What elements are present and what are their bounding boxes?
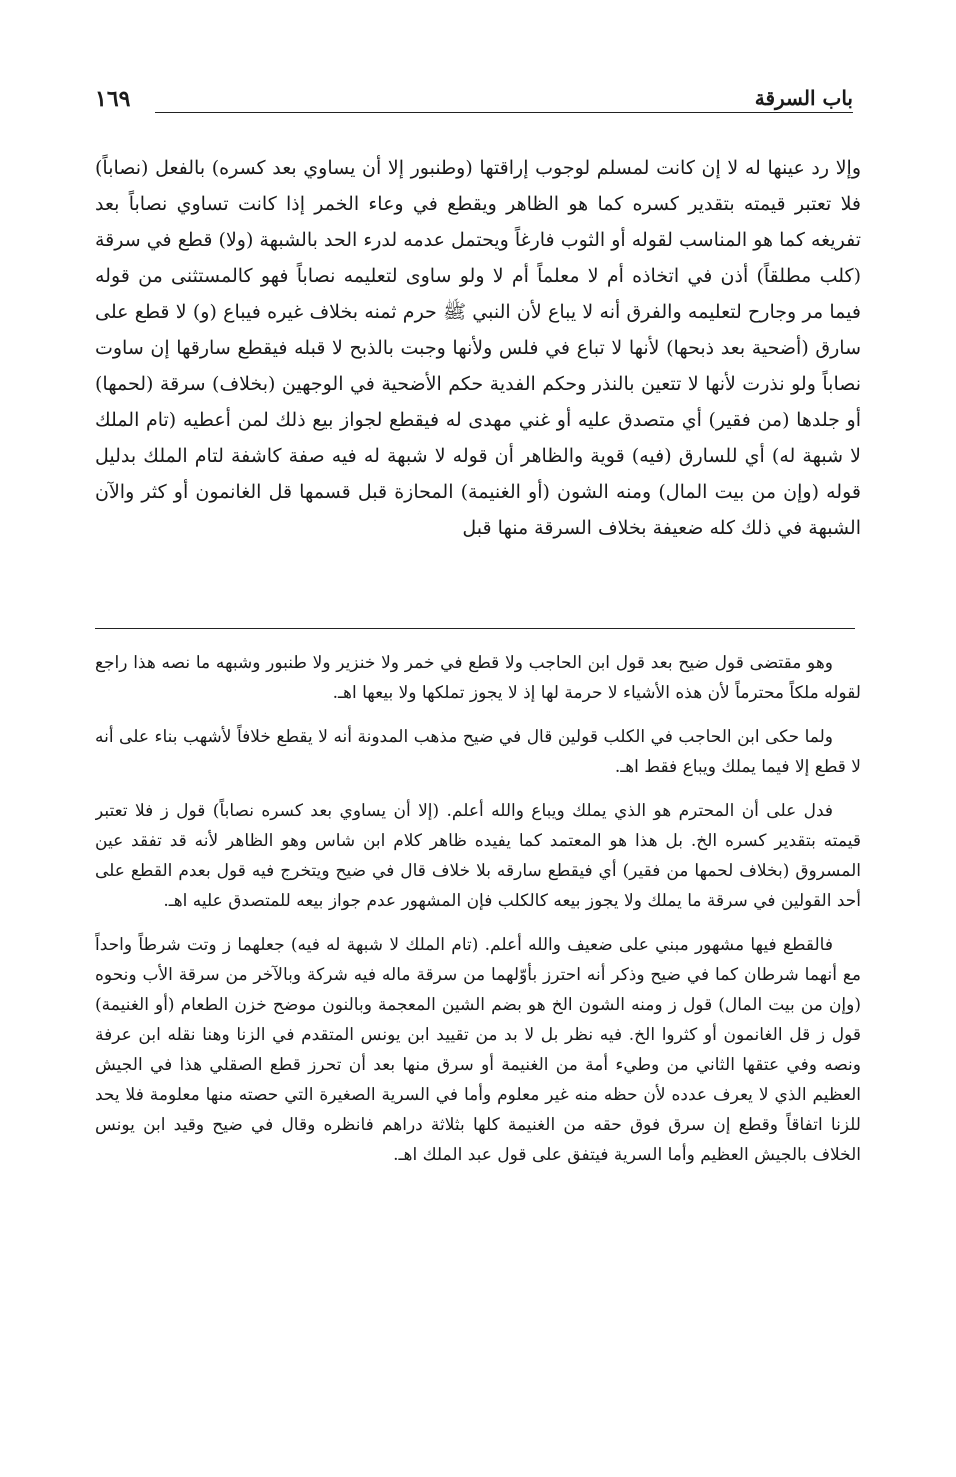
header-rule — [155, 112, 853, 113]
footnote-paragraph: فدل على أن المحترم هو الذي يملك ويباع والله أعلم. (إلا أن يساوي بعد كسره نصاباً) قول ز فلا تعتبر قيمته بتقدير كسره الخ. بل هذا هو المعتمد كما يفيده ظاهر كلام ابن شاس وهو الظاهر لأنه قد تفقد عين المسروق (بخلاف لحمها من فقير) أي فيقطع سارقه بلا خلاف قال في ضيح ويتخرج فيه قول بعدم القطع على أحد القولين في سرقة ما يملك ولا يجوز بيعه كالكلب فإن المشهور عدم جواز بيعه للمتصدق عليه اهـ. — [95, 801, 861, 911]
page-number: ١٦٩ — [95, 86, 138, 112]
page-header — [95, 86, 861, 126]
running-title: باب السرقة — [745, 86, 853, 110]
footnotes — [95, 648, 861, 1418]
footnote-separator — [95, 628, 855, 629]
footnote-paragraph: فالقطع فيها مشهور مبني على ضعيف والله أعلم. (تام الملك لا شبهة له فيه) جعلهما ز وتت شرطاً واحداً مع أنهما شرطان كما في ضيح وذكر أنه احترز بأوّلهما من سرقة ماله فيه شركة وبالآخر من سرقة الأب ونحوه (وإن من بيت المال) قول ز ومنه الشون الخ هو بضم الشين المعجمة وبالنون موضح خزن الطعام (أو الغنيمة) قول ز قل الغانمون أو كثروا الخ. فيه نظر بل لا بد من تقييد ابن يونس المتقدم في الزنا وهنا نقله ابن عرفة ونصه وفي عتقها الثاني من وطيء أمة من الغنيمة أو سرق منها بعد أن تحرز قطع الصقلي هذا في الجيش العظيم الذي لا يعرف عدده لأن حظه منه غير معلوم وأما في السرية الصغيرة التي حصته منها معلومة فلا يحد للزنا اتفاقاً وقطع إن سرق فوق حقه من الغنيمة كلها بثلاثة دراهم فانظره وقال في ضيح وقيد ابن يونس الخلاف بالجيش العظيم وأما السرية فيتفق على قول عبد الملك اهـ. — [95, 935, 861, 1165]
footnote-paragraph: وهو مقتضى قول ضيح بعد قول ابن الحاجب ولا قطع في خمر ولا خنزير ولا طنبور وشبهه ما نصه هذا راجع لقوله ملكاً محترماً لأن هذه الأشياء لا حرمة لها إذ لا يجوز تملكها ولا بيعها اهـ. — [95, 653, 861, 703]
book-page — [95, 0, 861, 1477]
footnote-paragraph: ولما حكى ابن الحاجب في الكلب قولين قال في ضيح مذهب المدونة أنه لا يقطع خلافاً لأشهب بناء على أنه لا قطع إلا فيما يملك ويباع فقط اهـ. — [95, 727, 861, 777]
main-text: وإلا رد عينها له لا إن كانت لمسلم لوجوب إراقتها (وطنبور إلا أن يساوي بعد كسره) بالفعل (نصاباً) فلا تعتبر قيمته بتقدير كسره كما هو الظاهر ويقطع في وعاء الخمر إذا كانت تساوي نصاباً بعد تفريغه كما هو المناسب لقوله أو الثوب فارغاً ويحتمل عدمه لدرء الحد بالشبهة (ولا) قطع في سرقة (كلب مطلقاً) أذن في اتخاذه أم لا معلماً أم لا ولو ساوى لتعليمه نصاباً فهو كالمستثنى من قوله فيما مر وجارح لتعليمه والفرق أنه لا يباع لأن النبي ﷺ حرم ثمنه بخلاف غيره فيباع (و) لا قطع على سارق (أضحية بعد ذبحها) لأنها لا تباع في فلس ولأنها وجبت بالذبح لا قبله فيقطع سارقها إن ساوت نصاباً ولو نذرت لأنها لا تتعين بالنذر وحكم الفدية حكم الأضحية في الوجهين (بخلاف) سرقة (لحمها) أو جلدها (من فقير) أي متصدق عليه أو غني مهدى له فيقطع لجواز بيع ذلك لمن أعطيه (تام الملك لا شبهة له) أي للسارق (فيه) قوية والظاهر أن قوله لا شبهة له فيه صفة كاشفة لتام الملك بدليل قوله (وإن من بيت المال) ومنه الشون (أو الغنيمة) المحازة قبل قسمها قل الغانمون أو كثر والآن الشبهة في ذلك كله ضعيفة بخلاف السرقة منها قبل — [95, 157, 861, 539]
